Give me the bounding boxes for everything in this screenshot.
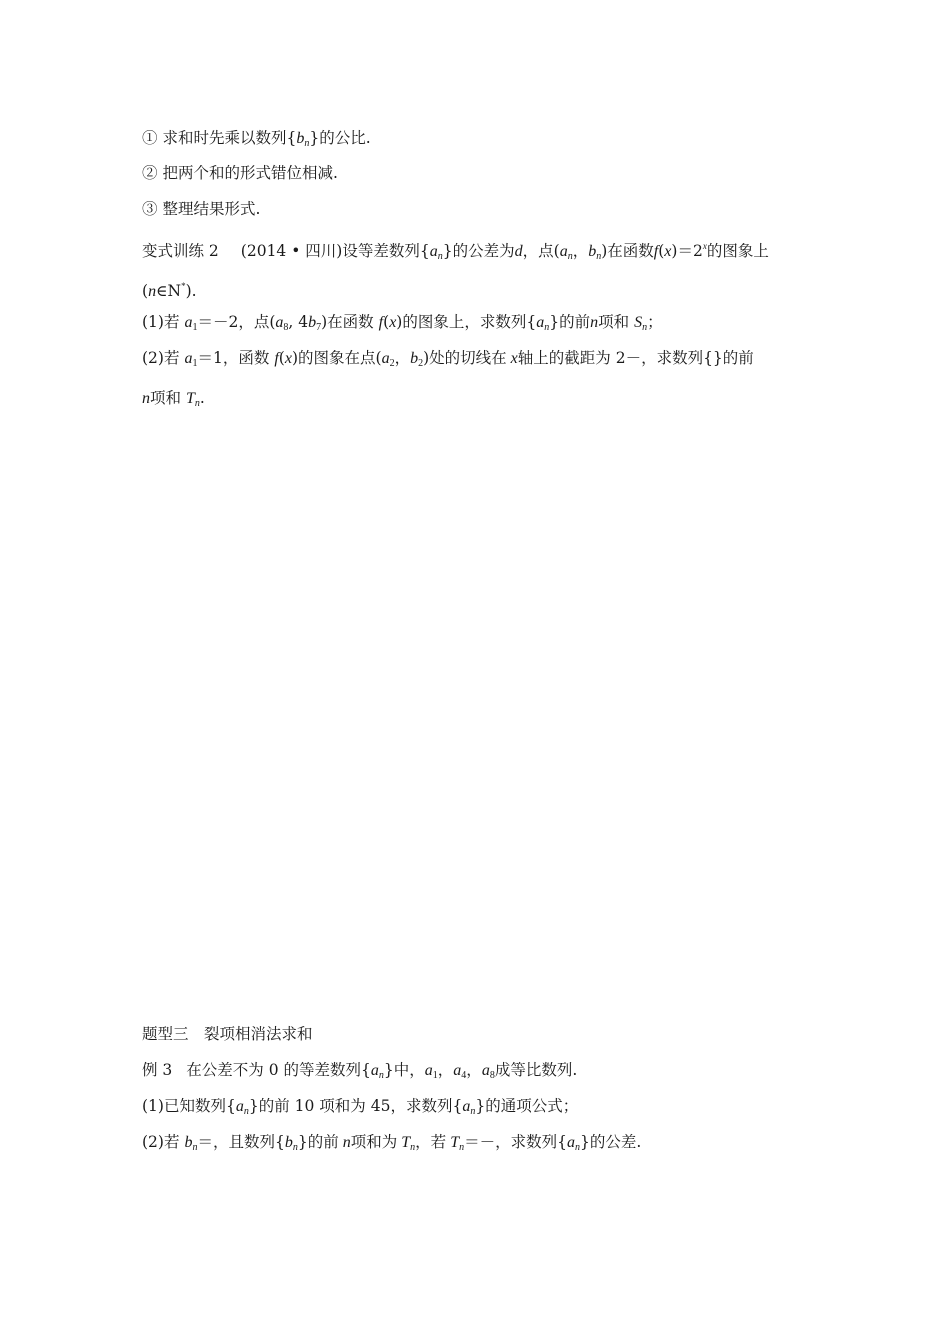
step-1-mark: ①	[142, 129, 158, 147]
exercise-2-source: (2014 • 四川)	[240, 242, 343, 260]
exercise-2-part-1: (1)若 a1＝－2，点(a8, 4b7)在函数 f(x)的图象上，求数列$\{a_n\}$的前n项和 $S_n$；	[142, 313, 663, 333]
exercise-2-title: 变式训练 2	[142, 242, 219, 260]
example-3-question-2: (2)若 $b_n=$，且数列$\{b_n\}$的前 n项和为 $T_n$，若 $T_n=-$，求数列$\{a_n\}$的公差.	[142, 1133, 642, 1153]
step-2-mark: ②	[142, 164, 158, 182]
step-1: ① 求和时先乘以数列$\{b_n\}$的公比.	[142, 129, 371, 149]
step-3: ③ 整理结果形式.	[142, 200, 261, 218]
example-3-label: 例 3	[142, 1061, 173, 1079]
exercise-2-part-2: (2)若 a1＝1，函数 f(x)的图象在点(a2，b2)处的切线在 x轴上的截距为 2－，求数列{}的前	[142, 349, 754, 369]
step-3-mark: ③	[142, 200, 158, 218]
exercise-2-heading: 变式训练 2 (2014 • 四川)设等差数列$\{a_n\}$的公差为d，点($a_n$，$b_n$)在函数$f(x)=2^x$的图象上	[142, 241, 769, 262]
step-2: ② 把两个和的形式错位相减.	[142, 164, 338, 182]
section-3-title: 题型三 裂项相消法求和	[142, 1025, 313, 1043]
example-3: 例 3 在公差不为 0 的等差数列$\{a_n\}$中，a1，a4，a8成等比数列.	[142, 1061, 578, 1081]
example-3-question-1: (1)已知数列$\{a_n\}$的前 10 项和为 45，求数列$\{a_n\}$的通项公式；	[142, 1097, 579, 1117]
exercise-2-condition: (n∈N*).	[142, 281, 197, 300]
exercise-2-part-2-end: n项和 $T_n$.	[142, 389, 205, 409]
